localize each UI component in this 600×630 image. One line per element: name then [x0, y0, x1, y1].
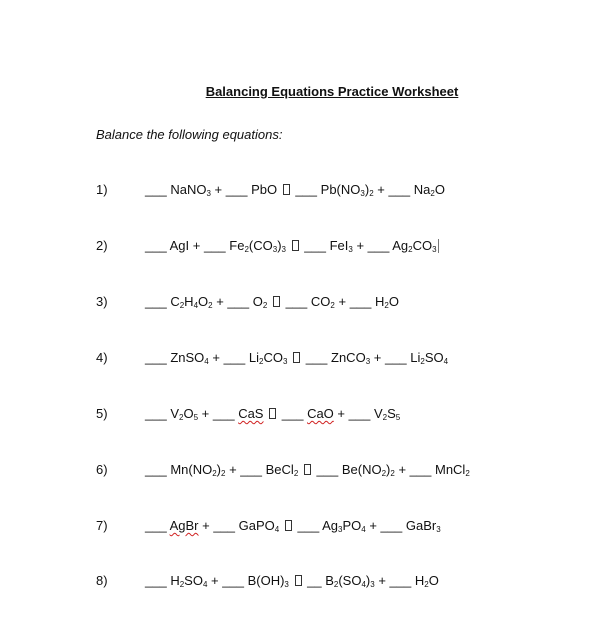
formula-subscript: 4 [202, 580, 208, 589]
formula-text: Na [413, 182, 431, 197]
product-formula [392, 238, 436, 253]
coefficient-blank: __ [307, 573, 322, 588]
plus-sign: + [333, 406, 349, 421]
formula-text: H [170, 573, 180, 588]
coefficient-blank: ___ [225, 182, 248, 197]
plus-sign: + [373, 182, 389, 197]
formula-subscript: 3 [360, 189, 365, 198]
coefficient-blank: ___ [145, 406, 167, 421]
reactant-formula [170, 294, 212, 309]
formula-text: AgI [169, 238, 190, 253]
product-formula [321, 182, 374, 197]
coefficient-blank: ___ [389, 573, 412, 588]
coefficient-blank: ___ [348, 406, 371, 421]
reactant-formula [239, 518, 280, 533]
reactant-formula [170, 573, 207, 588]
plus-sign: + [189, 238, 204, 253]
formula-text: V [170, 406, 179, 421]
formula-text: FeI [329, 238, 349, 253]
coefficient-blank: ___ [145, 182, 167, 197]
formula-subscript: 4 [193, 301, 199, 310]
reactant-formula [170, 462, 225, 477]
formula-subscript: 2 [259, 357, 264, 366]
product-formula [406, 518, 441, 533]
formula-text: Ag [322, 518, 339, 533]
formula-text: ) [364, 182, 370, 197]
formula-subscript: 3 [365, 357, 371, 366]
formula-text: ZnSO [170, 350, 205, 365]
equation-number: 7) [96, 518, 108, 533]
formula-subscript: 3 [432, 245, 437, 254]
reactant-formula [229, 238, 286, 253]
equation-body [145, 294, 399, 309]
coefficient-blank: ___ [281, 406, 304, 421]
formula-text: SO [184, 573, 203, 588]
formula-subscript: 2 [382, 413, 388, 422]
formula-subscript: 2 [179, 413, 184, 422]
equation-row [0, 238, 600, 258]
equation-number: 8) [96, 573, 108, 588]
plus-sign: + [225, 462, 241, 477]
formula-text: BeCl [265, 462, 294, 477]
formula-text: AgBr [169, 518, 199, 533]
equation-row [0, 294, 600, 314]
formula-subscript: 2 [424, 580, 429, 589]
plus-sign: + [365, 518, 381, 533]
formula-subscript: 3 [206, 189, 211, 198]
equation-row [0, 406, 600, 426]
formula-subscript: 2 [244, 245, 249, 254]
formula-subscript: 3 [370, 580, 375, 589]
formula-subscript: 2 [384, 301, 389, 310]
product-formula [322, 518, 366, 533]
formula-text: Li [410, 350, 421, 365]
equation-body [145, 462, 470, 477]
coefficient-blank: ___ [285, 294, 308, 309]
formula-text: B [325, 573, 334, 588]
coefficient-blank: ___ [384, 350, 407, 365]
formula-text: PbO [251, 182, 278, 197]
reactant-formula [248, 573, 289, 588]
product-formula [307, 406, 334, 421]
equation-row [0, 573, 600, 593]
equation-body [145, 573, 439, 588]
equation-row [0, 462, 600, 482]
formula-text: SO [424, 350, 444, 365]
reactant-formula [170, 350, 208, 365]
arrow-placeholder-icon [295, 575, 302, 586]
formula-subscript: 3 [284, 580, 289, 589]
plus-sign: + [198, 406, 213, 421]
formula-subscript: 2 [212, 469, 217, 478]
formula-subscript: 2 [369, 189, 374, 198]
plus-sign: + [334, 294, 350, 309]
formula-text: O [434, 182, 445, 197]
product-formula [331, 350, 370, 365]
formula-text: H [375, 294, 385, 309]
formula-subscript: 2 [293, 469, 299, 478]
plus-sign: + [207, 573, 223, 588]
plus-sign: + [352, 238, 368, 253]
coefficient-blank: ___ [297, 518, 320, 533]
formula-text: CaS [238, 406, 264, 421]
formula-subscript: 2 [390, 469, 395, 478]
product-formula [374, 406, 400, 421]
equation-number: 1) [96, 182, 108, 197]
formula-subscript: 4 [361, 525, 366, 534]
equation-row [0, 350, 600, 370]
reactant-formula [170, 182, 211, 197]
equation-row [0, 518, 600, 538]
coefficient-blank: ___ [145, 350, 167, 365]
formula-subscript: 2 [420, 357, 425, 366]
coefficient-blank: ___ [295, 182, 318, 197]
formula-text: V [373, 406, 383, 421]
product-formula [375, 294, 399, 309]
formula-text: PO [342, 518, 362, 533]
formula-subscript: 2 [208, 301, 213, 310]
coefficient-blank: ___ [409, 462, 432, 477]
reactant-formula [170, 518, 199, 533]
coefficient-blank: ___ [304, 238, 326, 253]
equation-number: 2) [96, 238, 108, 253]
coefficient-blank: ___ [203, 238, 226, 253]
formula-text: O [252, 294, 263, 309]
formula-text: Mn(NO [170, 462, 213, 477]
coefficient-blank: ___ [388, 182, 411, 197]
product-formula [435, 462, 470, 477]
coefficient-blank: ___ [349, 294, 372, 309]
reactant-formula [238, 406, 263, 421]
product-formula [342, 462, 395, 477]
formula-text: H [414, 573, 425, 588]
plus-sign: + [370, 350, 385, 365]
arrow-placeholder-icon [304, 464, 311, 475]
reactant-formula [249, 350, 288, 365]
worksheet-title: Balancing Equations Practice Worksheet [205, 84, 459, 99]
formula-subscript: 5 [395, 413, 401, 422]
formula-text: O [428, 573, 439, 588]
plus-sign: + [212, 294, 228, 309]
formula-subscript: 3 [338, 525, 343, 534]
equation-body [145, 238, 439, 253]
reactant-formula [170, 238, 190, 253]
formula-text: (CO [248, 238, 273, 253]
equation-number: 5) [96, 406, 108, 421]
formula-text: NaNO [170, 182, 207, 197]
product-formula [325, 573, 375, 588]
equation-body [145, 182, 445, 197]
formula-subscript: 2 [381, 469, 387, 478]
arrow-placeholder-icon [283, 184, 290, 195]
product-formula [410, 350, 448, 365]
equation-body [145, 406, 400, 421]
coefficient-blank: ___ [367, 238, 390, 253]
coefficient-blank: ___ [213, 518, 236, 533]
coefficient-blank: ___ [223, 350, 246, 365]
plus-sign: + [208, 350, 224, 365]
plus-sign: + [374, 573, 390, 588]
formula-text: CaO [307, 406, 334, 421]
formula-text: GaPO [238, 518, 275, 533]
formula-text: O [198, 294, 209, 309]
formula-subscript: 4 [274, 525, 280, 534]
coefficient-blank: ___ [240, 462, 262, 477]
formula-text: ) [277, 238, 282, 253]
formula-subscript: 4 [443, 357, 449, 366]
formula-text: B(OH) [247, 573, 285, 588]
formula-text: Li [248, 350, 260, 365]
text-cursor-icon [438, 239, 439, 253]
formula-subscript: 2 [430, 189, 435, 198]
formula-subscript: 2 [221, 469, 226, 478]
plus-sign: + [198, 518, 214, 533]
formula-subscript: 2 [333, 580, 339, 589]
arrow-placeholder-icon [273, 296, 280, 307]
formula-text: ) [216, 462, 222, 477]
product-formula [415, 573, 439, 588]
formula-text: H [184, 294, 194, 309]
formula-subscript: 2 [179, 580, 185, 589]
formula-text: Pb(NO [320, 182, 361, 197]
reactant-formula [251, 182, 277, 197]
reactant-formula [170, 406, 198, 421]
reactant-formula [253, 294, 268, 309]
formula-text: CO [412, 238, 433, 253]
coefficient-blank: ___ [305, 350, 328, 365]
formula-text: S [387, 406, 396, 421]
formula-text: (SO [338, 573, 362, 588]
formula-text: Ag [392, 238, 409, 253]
formula-text: Fe [229, 238, 245, 253]
coefficient-blank: ___ [212, 406, 235, 421]
formula-subscript: 3 [281, 245, 286, 254]
equation-body [145, 518, 441, 533]
formula-subscript: 2 [465, 469, 470, 478]
arrow-placeholder-icon [285, 520, 292, 531]
formula-text: O [388, 294, 399, 309]
coefficient-blank: ___ [145, 518, 167, 533]
formula-text: Be(NO [341, 462, 382, 477]
equation-row [0, 182, 600, 202]
formula-subscript: 3 [272, 245, 278, 254]
equation-number: 4) [96, 350, 108, 365]
formula-subscript: 3 [282, 357, 288, 366]
instruction-text: Balance the following equations: [96, 127, 283, 142]
formula-subscript: 5 [193, 413, 199, 422]
coefficient-blank: ___ [145, 294, 167, 309]
formula-subscript: 4 [204, 357, 209, 366]
product-formula [414, 182, 445, 197]
coefficient-blank: ___ [316, 462, 339, 477]
formula-text: O [183, 406, 194, 421]
coefficient-blank: ___ [222, 573, 244, 588]
equation-body [145, 350, 448, 365]
arrow-placeholder-icon [292, 240, 299, 251]
coefficient-blank: ___ [227, 294, 250, 309]
formula-subscript: 3 [348, 245, 353, 254]
formula-subscript: 4 [361, 580, 366, 589]
formula-subscript: 2 [330, 301, 335, 310]
formula-subscript: 2 [179, 301, 185, 310]
arrow-placeholder-icon [293, 352, 300, 363]
product-formula [330, 238, 353, 253]
coefficient-blank: ___ [145, 238, 167, 253]
product-formula [311, 294, 335, 309]
equation-number: 3) [96, 294, 108, 309]
plus-sign: + [394, 462, 410, 477]
reactant-formula [266, 462, 299, 477]
coefficient-blank: ___ [145, 462, 167, 477]
formula-text: ) [386, 462, 391, 477]
coefficient-blank: ___ [380, 518, 403, 533]
formula-subscript: 3 [436, 525, 441, 534]
plus-sign: + [210, 182, 226, 197]
formula-text: ZnCO [331, 350, 366, 365]
formula-subscript: 2 [408, 245, 413, 254]
formula-text: MnCl [434, 462, 466, 477]
formula-text: ) [365, 573, 371, 588]
formula-text: CO [310, 294, 331, 309]
formula-text: CO [263, 350, 283, 365]
formula-subscript: 2 [262, 301, 268, 310]
equation-number: 6) [96, 462, 108, 477]
formula-text: GaBr [405, 518, 437, 533]
coefficient-blank: ___ [145, 573, 167, 588]
formula-text: C [170, 294, 180, 309]
arrow-placeholder-icon [269, 408, 276, 419]
